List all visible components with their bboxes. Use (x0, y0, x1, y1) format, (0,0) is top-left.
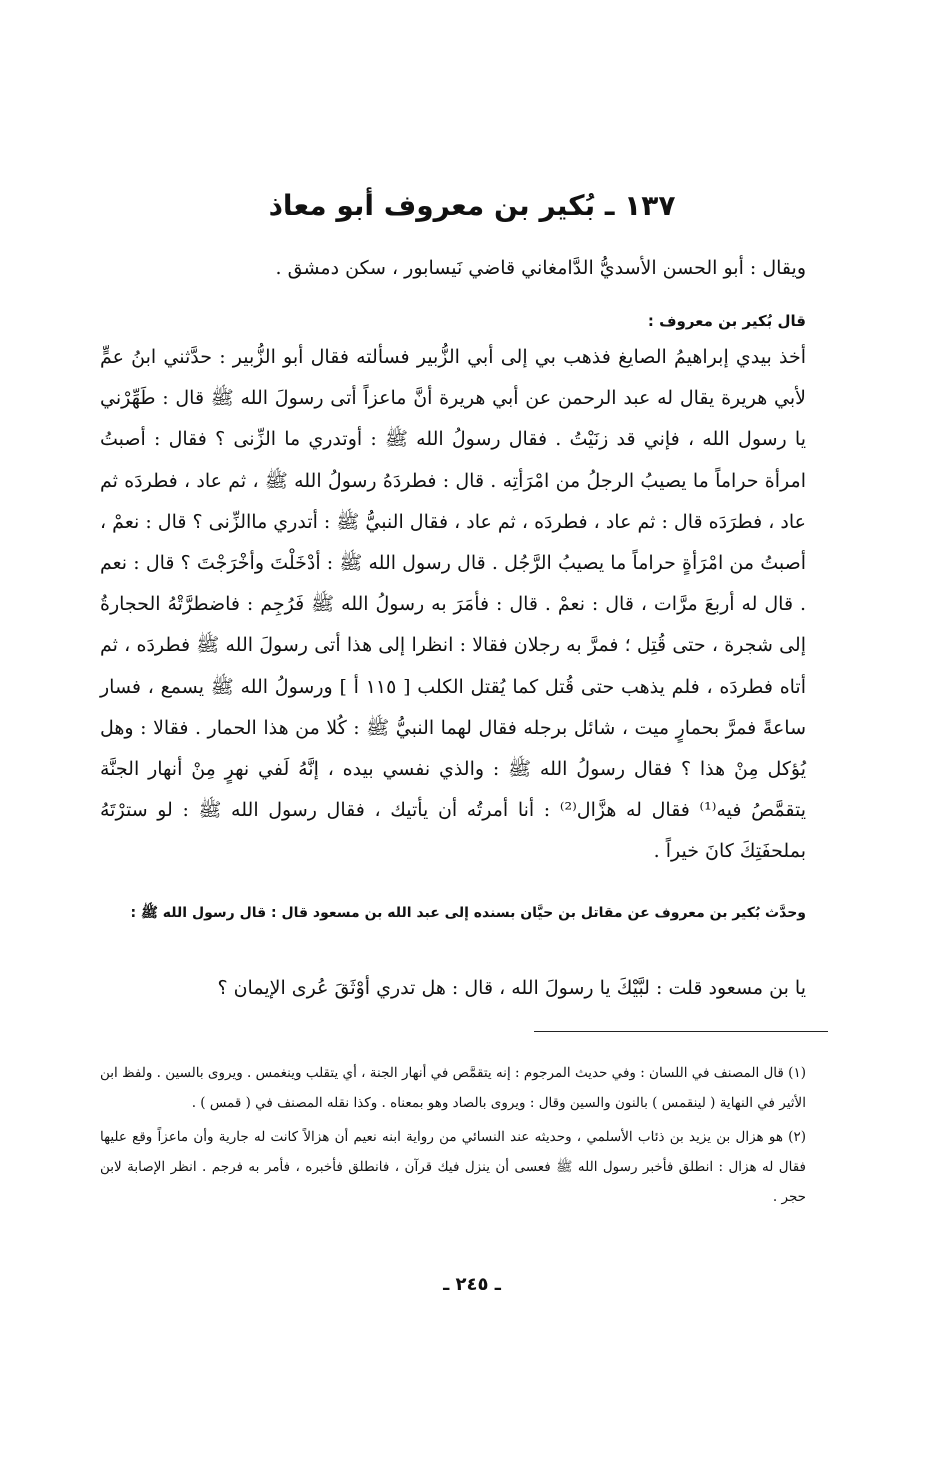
footnotes (100, 1058, 806, 1212)
hadith-paragraph: أخذ بيدي إبراهيمُ الصايغ فذهب بي إلى أبي الزُّبير فسألته فقال أبو الزُّبير : حدَّثني ابنُ عمٍّ لأبي هريرة يقال له عبد الرحمن عن أبي هريرة أنَّ ماعزاً أتى رسولَ الله ﷺ قال : طَهِّرْني يا رسول الله ، فإني قد زنَيْتُ . فقال رسولُ الله ﷺ : أوتدري ما الزِّنى ؟ فقال : أصبتُ امرأة حراماً ما يصيبُ الرجلُ من امْرَأتِه . قال : فطردَهُ رسولُ الله ﷺ ، ثم عاد ، فطردَه ثم عاد ، فطرَدَه قال : ثم عاد ، فطردَه ، ثم عاد ، فقال النبيُّ ﷺ : أتدري ماالزِّنى ؟ قال : نعمْ ، أصبتُ من امْرَأةٍ حراماً ما يصيبُ الرَّجُل . قال رسول الله ﷺ : أدْخَلْتَ وأخْرَجْتَ ؟ قال : نعم . قال له أربعَ مرَّات ، قال : نعمْ . قال : فأمَرَ به رسولُ الله ﷺ فَرُجِم : فاضطرَّتْهُ الحجارةُ إلى شجرة ، حتى قُتِل ؛ فمرَّ به رجلان فقالا : انظرا إلى هذا أتى رسولَ الله ﷺ فطردَه ، ثم أتاه فطردَه ، فلم يذهب حتى قُتل كما يُقتل الكلب [ ١١٥ أ ] ورسولُ الله ﷺ يسمع ، فسار ساعةً فمرَّ بحمارٍ ميت ، شائل برجله فقال لهما النبيُّ ﷺ : كُلا من هذا الحمار . فقالا : وهل يُؤكل مِنْ هذا ؟ فقال رسولُ الله ﷺ : والذي نفسي بيده ، إنَّهُ لَفي نهرٍ مِنْ أنهار الجنَّة يتقمَّصُ فيه⁽¹⁾ فقال له هزَّال⁽²⁾ : أنا أمرتُه أن يأتيك ، فقال رسول الله ﷺ : لو سترْتَهُ بملحفَتِكَ كانَ خيراً . (100, 346, 806, 863)
hadith-paragraph-2: يا بن مسعود قلت : لبَّيْكَ يا رسولَ الله ، قال : هل تدري أوْثَقَ عُرى الإيمان ؟ (217, 977, 806, 999)
footnote-2: (٢) هو هزال بن يزيد بن ذئاب الأسلمي ، وحديثه عند النسائي من رواية ابنه نعيم أن هزالاً كانت له جارية وأن ماعزاً وقع عليها فقال له هزال : انطلق فأخبر رسول الله ﷺ فعسى أن ينزل فيك قرآن ، فانطلق فأخبره ، فأمر به فرجم . انظر الإصابة لابن حجر . (100, 1129, 806, 1205)
page-number: ـ ٢٤٥ ـ (443, 1274, 501, 1295)
entry-title: ١٣٧ ـ بُكير بن معروف أبو معاذ (268, 189, 676, 222)
entry-subtitle: ويقال : أبو الحسن الأسديُّ الدَّامغاني قاضي نَيسابور ، سكن دمشق . (275, 257, 806, 279)
footnote-separator (534, 1031, 828, 1032)
footnote-1: (١) قال المصنف في اللسان : وفي حديث المرجوم : إنه يتقمَّص في أنهار الجنة ، أي يتقلب وينغمس . ويروى بالسين . ولفظ ابن الأثير في النهاية ( لينقمس ) بالنون والسين وقال : ويروى بالصاد وهو بمعناه . وكذا نقله المصنف في ( قمس ) . (100, 1065, 806, 1111)
narrator-line: قال بُكير بن معروف : (647, 312, 806, 330)
isnad-line: وحدَّث بُكير بن معروف عن مقاتل بن حيَّان بسنده إلى عبد الله بن مسعود قال : قال رسول الله ﷺ : (130, 905, 806, 921)
